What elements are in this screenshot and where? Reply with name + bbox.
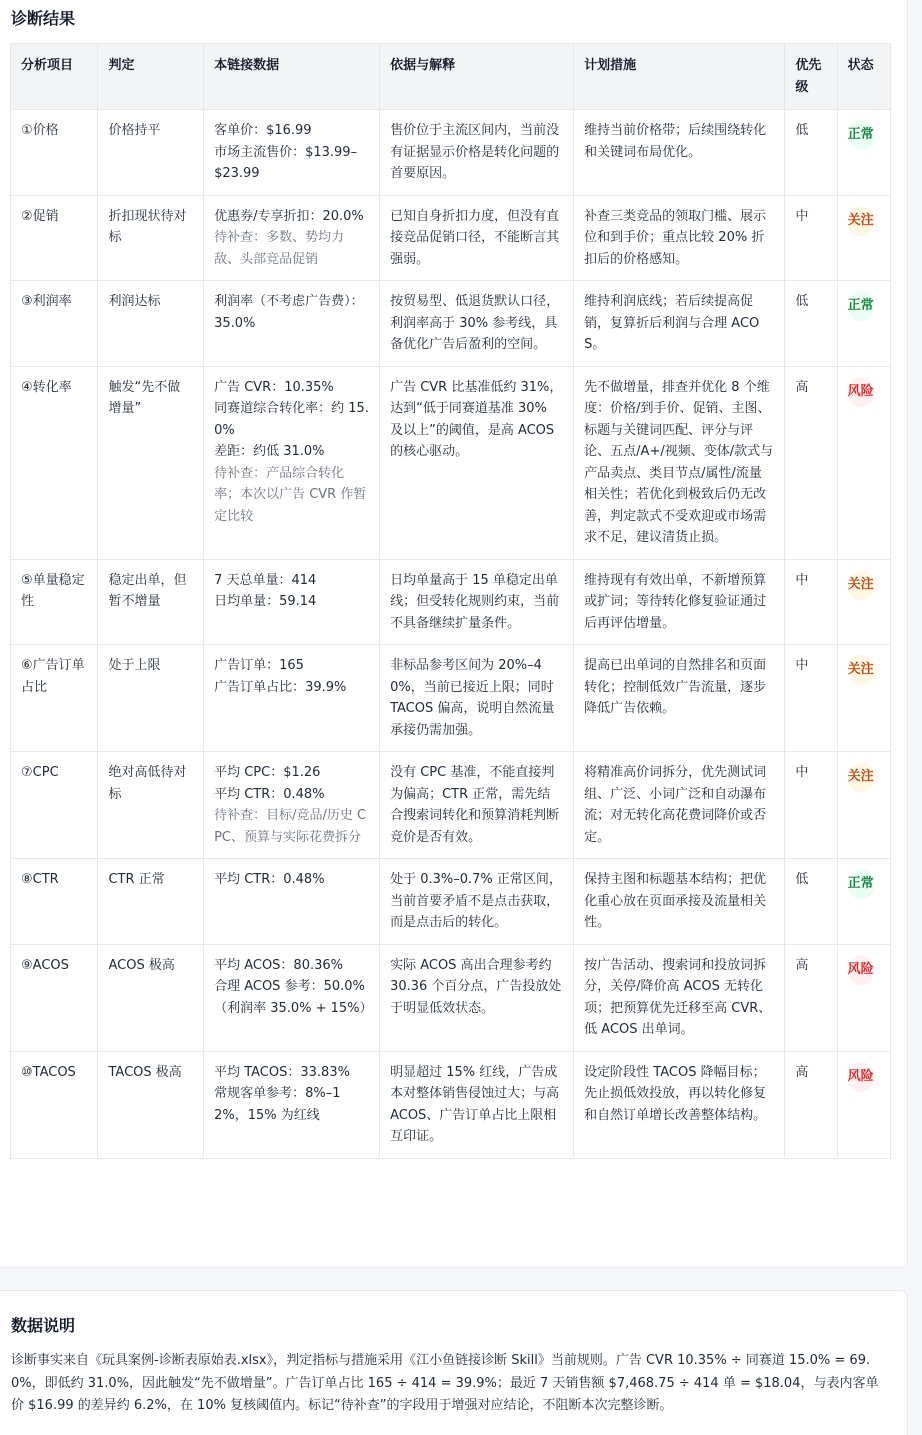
cell-plan: 设定阶段性 TACOS 降幅目标；先止损低效投放，再以转化修复和自然订单增长改善整体结构。 (574, 1051, 785, 1158)
status-badge: 正常 (848, 869, 874, 899)
diagnosis-title: 诊断结果 (11, 9, 76, 28)
cell-status (837, 281, 890, 367)
cell-status (837, 752, 890, 859)
cell-data (204, 944, 380, 1051)
cell-judge: 利润达标 (98, 281, 204, 367)
cell-plan: 先不做增量，排查并优化 8 个维度：价格/到手价、促销、主图、标题与关键词匹配、评分与评论、五点/A+/视频、变体/款式与产品卖点、类目节点/属性/流量相关性；若优化到极致后仍无改善，判定款式不受欢迎或市场需求不足，建议清货止损。 (574, 366, 785, 559)
cell-judge: 绝对高低待对标 (98, 752, 204, 859)
cell-priority: 中 (785, 752, 837, 859)
table-row (11, 944, 891, 1051)
cell-item: ⑩TACOS (11, 1051, 98, 1158)
cell-status (837, 110, 890, 196)
cell-item: ⑥广告订单占比 (11, 645, 98, 752)
cell-priority: 中 (785, 645, 837, 752)
cell-priority: 中 (785, 195, 837, 281)
cell-priority: 高 (785, 1051, 837, 1158)
cell-status (837, 645, 890, 752)
data-line: 平均 ACOS：80.36% (214, 957, 344, 973)
cell-data (204, 752, 380, 859)
cell-judge: TACOS 极高 (98, 1051, 204, 1158)
cell-judge: 触发“先不做增量” (98, 366, 204, 559)
data-line: 平均 CPC：$1.26 (214, 765, 321, 780)
cell-judge: ACOS 极高 (98, 944, 204, 1051)
cell-item: ④转化率 (11, 366, 98, 559)
cell-data (204, 645, 380, 752)
data-line: 广告订单占比：39.9% (214, 679, 347, 695)
cell-item: ⑧CTR (11, 859, 98, 945)
status-badge: 正常 (848, 291, 874, 321)
cell-status (837, 859, 890, 945)
diagnosis-table (10, 43, 891, 1159)
header-status: 状态 (837, 44, 890, 110)
header-data: 本链接数据 (204, 44, 380, 110)
status-badge: 关注 (848, 570, 874, 600)
cell-plan: 维持当前价格带；后续围绕转化和关键词布局优化。 (574, 110, 785, 196)
cell-data (204, 559, 380, 645)
data-line: 平均 CTR：0.48% (214, 872, 325, 887)
data-line: 市场主流售价：$13.99–$23.99 (214, 144, 358, 181)
cell-plan: 维持利润底线；若后续提高促销，复算折后利润与合理 ACOS。 (574, 281, 785, 367)
cell-basis: 日均单量高于 15 单稳定出单线；但受转化规则约束，当前不具备继续扩量条件。 (380, 559, 574, 645)
status-badge: 风险 (848, 1062, 874, 1092)
data-line: 常规客单参考：8%–12%，15% 为红线 (214, 1086, 341, 1123)
table-row (11, 195, 891, 281)
cell-basis: 售价位于主流区间内，当前没有证据显示价格是转化问题的首要原因。 (380, 110, 574, 196)
data-line: 合理 ACOS 参考：50.0%（利润率 35.0% + 15%） (214, 979, 373, 1016)
cell-plan: 将精准高价词拆分，优先测试词组、广泛、小词广泛和自动瀑布流；对无转化高花费词降价或否定。 (574, 752, 785, 859)
cell-priority: 高 (785, 366, 837, 559)
status-badge: 关注 (848, 762, 874, 792)
cell-judge: 处于上限 (98, 645, 204, 752)
cell-priority: 中 (785, 559, 837, 645)
cell-data (204, 110, 380, 196)
table-row (11, 752, 891, 859)
cell-judge: 稳定出单，但暂不增量 (98, 559, 204, 645)
cell-data (204, 366, 380, 559)
cell-status (837, 559, 890, 645)
data-line: 利润率（不考虑广告费）：35.0% (214, 294, 364, 331)
data-line: 7 天总单量：414 (214, 572, 317, 588)
header-item: 分析项目 (11, 44, 98, 110)
data-line: 差距：约低 31.0% (214, 444, 325, 459)
cell-basis: 明显超过 15% 红线，广告成本对整体销售侵蚀过大；与高 ACOS、广告订单占比上限相互印证。 (380, 1051, 574, 1158)
cell-basis: 按贸易型、低退货默认口径，利润率高于 30% 参考线，具备优化广告后盈利的空间。 (380, 281, 574, 367)
cell-status (837, 195, 890, 281)
table-row (11, 366, 891, 559)
pending-note: 待补查：多数、势均力敌、头部竞品促销 (214, 230, 345, 267)
cell-basis: 实际 ACOS 高出合理参考约 30.36 个百分点，广告投放处于明显低效状态。 (380, 944, 574, 1051)
cell-status (837, 944, 890, 1051)
table-row (11, 110, 891, 196)
cell-status (837, 1051, 890, 1158)
data-line: 广告订单：165 (214, 658, 304, 673)
header-priority: 优先级 (785, 44, 837, 110)
table-row (11, 859, 891, 945)
cell-plan: 维持现有有效出单，不新增预算或扩词；等待转化修复验证通过后再评估增量。 (574, 559, 785, 645)
status-badge: 关注 (848, 655, 874, 685)
cell-judge: 折扣现状待对标 (98, 195, 204, 281)
status-badge: 正常 (848, 120, 874, 150)
cell-status (837, 366, 890, 559)
cell-basis: 广告 CVR 比基准低约 31%，达到“低于同赛道基准 30% 及以上”的阈值，是高 ACOS 的核心驱动。 (380, 366, 574, 559)
cell-item: ⑤单量稳定性 (11, 559, 98, 645)
pending-note: 待补查：产品综合转化率；本次以广告 CVR 作暂定比较 (214, 465, 367, 524)
cell-priority: 低 (785, 281, 837, 367)
data-line: 广告 CVR：10.35% (214, 379, 334, 395)
cell-plan: 按广告活动、搜索词和投放词拆分，关停/降价高 ACOS 无转化项；把预算优先迁移至高 CVR、低 ACOS 出单词。 (574, 944, 785, 1051)
cell-priority: 低 (785, 859, 837, 945)
cell-priority: 高 (785, 944, 837, 1051)
table-body (11, 110, 891, 1159)
data-line: 平均 TACOS：33.83% (214, 1064, 350, 1080)
cell-basis: 已知自身折扣力度，但没有直接竞品促销口径，不能断言其强弱。 (380, 195, 574, 281)
data-line: 日均单量：59.14 (214, 594, 317, 609)
cell-item: ⑦CPC (11, 752, 98, 859)
cell-item: ②促销 (11, 195, 98, 281)
cell-priority: 低 (785, 110, 837, 196)
pending-note: 待补查：目标/竞品/历史 CPC、预算与实际花费拆分 (214, 808, 367, 845)
cell-plan: 提高已出单词的自然排名和页面转化；控制低效广告流量，逐步降低广告依赖。 (574, 645, 785, 752)
cell-basis: 非标品参考区间为 20%–40%，当前已接近上限；同时 TACOS 偏高，说明自然流量承接仍需加强。 (380, 645, 574, 752)
data-line: 优惠券/专享折扣：20.0% (214, 208, 364, 224)
page-scrollbar[interactable] (908, 0, 922, 1435)
status-badge: 关注 (848, 206, 874, 236)
cell-plan: 保持主图和标题基本结构；把优化重心放在页面承接及流量相关性。 (574, 859, 785, 945)
cell-data (204, 195, 380, 281)
header-judge: 判定 (98, 44, 204, 110)
header-plan: 计划措施 (574, 44, 785, 110)
data-line: 同赛道综合转化率：约 15.0% (214, 401, 369, 438)
table-row (11, 281, 891, 367)
cell-plan: 补查三类竞品的领取门槛、展示位和到手价；重点比较 20% 折扣后的价格感知。 (574, 195, 785, 281)
table-row (11, 559, 891, 645)
cell-item: ③利润率 (11, 281, 98, 367)
cell-data (204, 859, 380, 945)
data-note-title: 数据说明 (11, 1316, 76, 1335)
cell-judge: CTR 正常 (98, 859, 204, 945)
cell-item: ⑨ACOS (11, 944, 98, 1051)
cell-data (204, 281, 380, 367)
header-basis: 依据与解释 (380, 44, 574, 110)
status-badge: 风险 (848, 377, 874, 407)
table-row (11, 1051, 891, 1158)
cell-basis: 处于 0.3%–0.7% 正常区间，当前首要矛盾不是点击获取，而是点击后的转化。 (380, 859, 574, 945)
data-line: 客单价：$16.99 (214, 123, 312, 138)
status-badge: 风险 (848, 955, 874, 985)
cell-item: ①价格 (11, 110, 98, 196)
data-note-text: 诊断事实来自《玩具案例-诊断表原始表.xlsx》，判定指标与措施采用《江小鱼链接诊断 Skill》当前规则。广告 CVR 10.35% ÷ 同赛道 15.0% = 69.0%，即低约 31.0%，因此触发“先不做增量”。广告订单占比 165 ÷ 414 = 39.9%；最近 7 天销售额 $7,468.75 ÷ 414 单 = $18.04，与表内客单价 $16.99 的差异约 6.2%，在 10% 复核阈值内。标记“待补查”的字段用于增强对应结论，不阻断本次完整诊断。 (11, 1353, 879, 1413)
cell-judge: 价格持平 (98, 110, 204, 196)
cell-data (204, 1051, 380, 1158)
data-line: 平均 CTR：0.48% (214, 786, 325, 802)
table-row (11, 645, 891, 752)
cell-basis: 没有 CPC 基准，不能直接判为偏高；CTR 正常，需先结合搜索词转化和预算消耗判断竞价是否有效。 (380, 752, 574, 859)
table-header-row (11, 44, 891, 110)
